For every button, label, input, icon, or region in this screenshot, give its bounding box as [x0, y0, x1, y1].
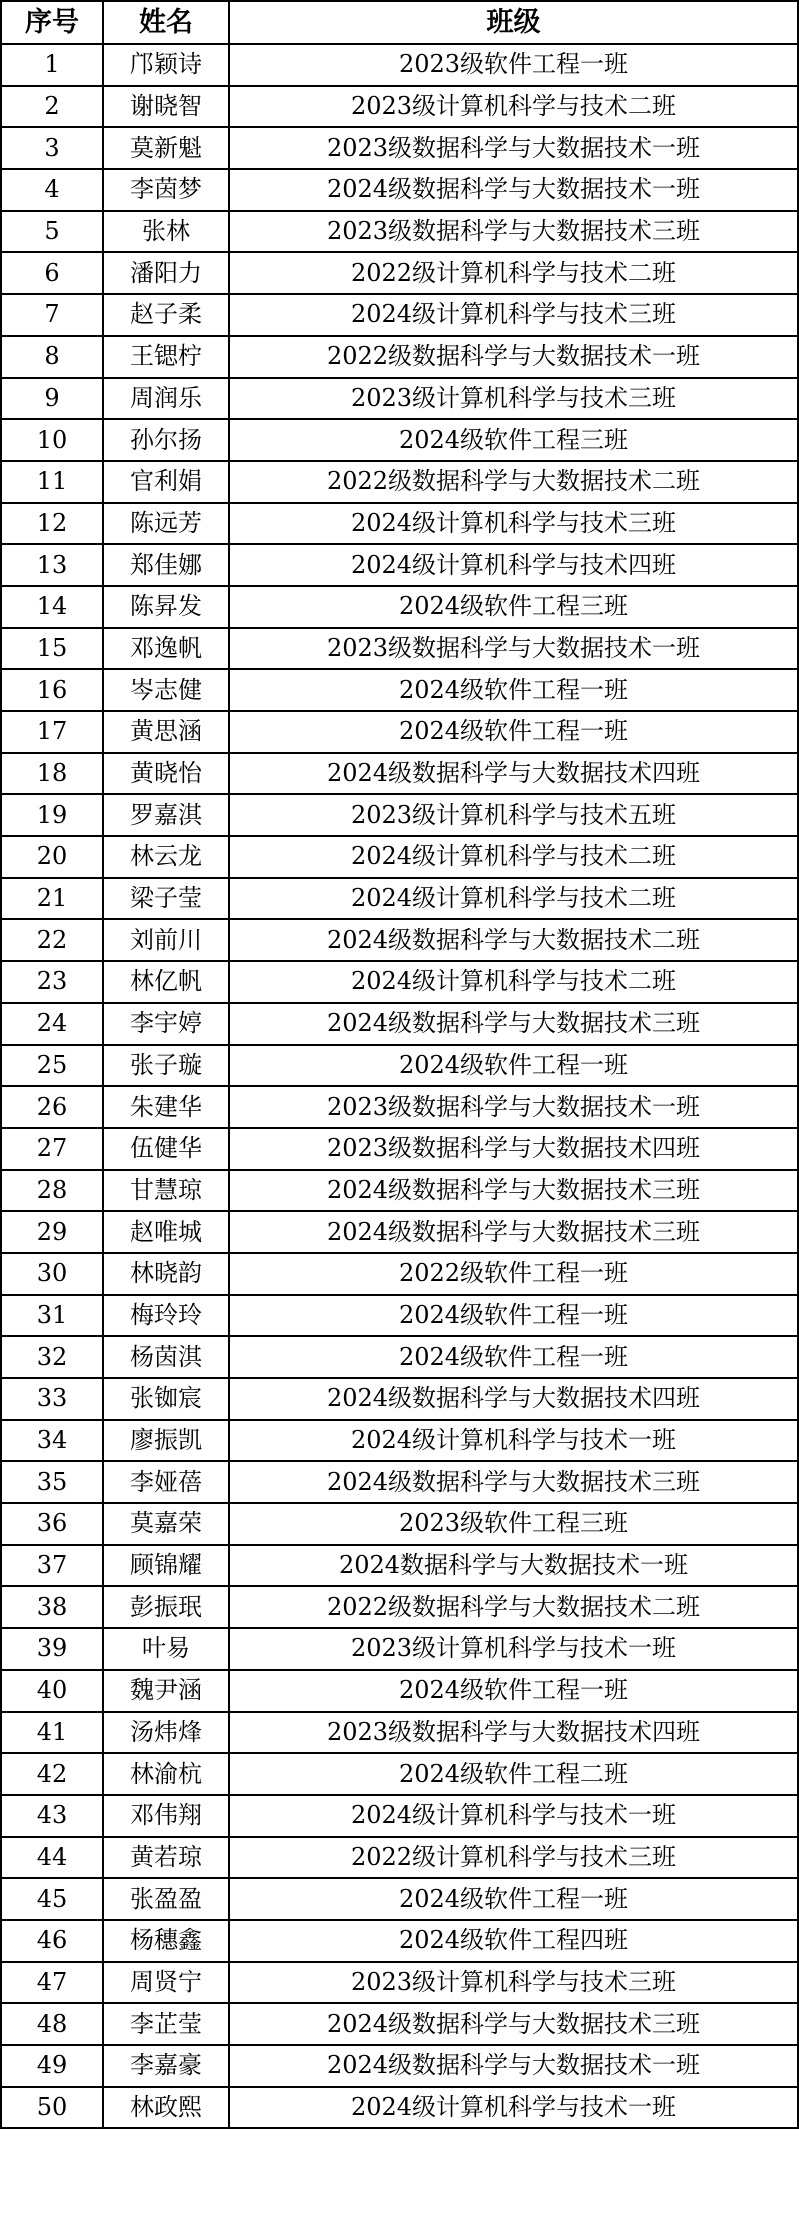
- cell-index: 44: [1, 1837, 103, 1879]
- cell-class: 2022级软件工程一班: [229, 1253, 798, 1295]
- table-header: [1, 1, 798, 44]
- table-row: [1, 211, 798, 253]
- header-row: [1, 1, 798, 44]
- cell-index: 48: [1, 2003, 103, 2045]
- cell-class: 2022级数据科学与大数据技术二班: [229, 461, 798, 503]
- cell-class: 2024级计算机科学与技术四班: [229, 544, 798, 586]
- cell-class: 2023级数据科学与大数据技术三班: [229, 211, 798, 253]
- cell-name: 林云龙: [103, 836, 229, 878]
- cell-name: 陈昇发: [103, 586, 229, 628]
- cell-index: 13: [1, 544, 103, 586]
- cell-name: 林亿帆: [103, 961, 229, 1003]
- cell-class: 2024数据科学与大数据技术一班: [229, 1545, 798, 1587]
- cell-name: 谢晓智: [103, 86, 229, 128]
- cell-index: 20: [1, 836, 103, 878]
- cell-class: 2023级计算机科学与技术三班: [229, 1962, 798, 2004]
- cell-name: 李茵梦: [103, 169, 229, 211]
- cell-index: 6: [1, 252, 103, 294]
- cell-index: 10: [1, 419, 103, 461]
- cell-index: 3: [1, 127, 103, 169]
- cell-class: 2024级计算机科学与技术二班: [229, 961, 798, 1003]
- cell-name: 甘慧琼: [103, 1170, 229, 1212]
- cell-index: 31: [1, 1295, 103, 1337]
- table-row: [1, 1253, 798, 1295]
- cell-index: 26: [1, 1086, 103, 1128]
- cell-class: 2024级软件工程一班: [229, 669, 798, 711]
- cell-index: 8: [1, 336, 103, 378]
- cell-class: 2024级数据科学与大数据技术二班: [229, 919, 798, 961]
- cell-class: 2024级软件工程一班: [229, 1670, 798, 1712]
- cell-name: 赵子柔: [103, 294, 229, 336]
- cell-class: 2024级数据科学与大数据技术四班: [229, 753, 798, 795]
- cell-class: 2023级计算机科学与技术三班: [229, 378, 798, 420]
- table-row: [1, 252, 798, 294]
- header-class: 班级: [229, 1, 798, 44]
- cell-class: 2024级软件工程四班: [229, 1920, 798, 1962]
- cell-name: 李宇婷: [103, 1003, 229, 1045]
- cell-index: 28: [1, 1170, 103, 1212]
- cell-class: 2023级计算机科学与技术二班: [229, 86, 798, 128]
- cell-index: 22: [1, 919, 103, 961]
- cell-name: 李娅蓓: [103, 1461, 229, 1503]
- cell-name: 邓伟翔: [103, 1795, 229, 1837]
- table-row: [1, 1295, 798, 1337]
- table-row: [1, 1586, 798, 1628]
- cell-name: 陈远芳: [103, 503, 229, 545]
- cell-name: 李嘉豪: [103, 2045, 229, 2087]
- cell-index: 49: [1, 2045, 103, 2087]
- table-row: [1, 1420, 798, 1462]
- cell-index: 35: [1, 1461, 103, 1503]
- cell-class: 2024级软件工程一班: [229, 1336, 798, 1378]
- cell-index: 19: [1, 794, 103, 836]
- cell-class: 2024级计算机科学与技术二班: [229, 878, 798, 920]
- cell-class: 2024级软件工程三班: [229, 586, 798, 628]
- table-row: [1, 2003, 798, 2045]
- table-row: [1, 1336, 798, 1378]
- table-row: [1, 86, 798, 128]
- cell-class: 2022级计算机科学与技术二班: [229, 252, 798, 294]
- header-index: 序号: [1, 1, 103, 44]
- cell-class: 2023级计算机科学与技术五班: [229, 794, 798, 836]
- cell-index: 42: [1, 1753, 103, 1795]
- cell-class: 2024级数据科学与大数据技术四班: [229, 1378, 798, 1420]
- cell-index: 45: [1, 1878, 103, 1920]
- table-row: [1, 586, 798, 628]
- cell-name: 邝颖诗: [103, 44, 229, 86]
- cell-index: 7: [1, 294, 103, 336]
- cell-name: 张子璇: [103, 1045, 229, 1087]
- cell-class: 2023级数据科学与大数据技术一班: [229, 1086, 798, 1128]
- cell-index: 23: [1, 961, 103, 1003]
- cell-name: 叶易: [103, 1628, 229, 1670]
- cell-name: 官利娟: [103, 461, 229, 503]
- cell-class: 2024级数据科学与大数据技术三班: [229, 2003, 798, 2045]
- cell-name: 莫嘉荣: [103, 1503, 229, 1545]
- cell-name: 张盈盈: [103, 1878, 229, 1920]
- table-row: [1, 628, 798, 670]
- cell-class: 2023级数据科学与大数据技术一班: [229, 628, 798, 670]
- cell-name: 彭振珉: [103, 1586, 229, 1628]
- cell-class: 2024级计算机科学与技术一班: [229, 1420, 798, 1462]
- cell-name: 郑佳娜: [103, 544, 229, 586]
- cell-class: 2023级软件工程三班: [229, 1503, 798, 1545]
- cell-name: 杨茵淇: [103, 1336, 229, 1378]
- table-row: [1, 753, 798, 795]
- table-row: [1, 1378, 798, 1420]
- cell-name: 魏尹涵: [103, 1670, 229, 1712]
- table-row: [1, 1545, 798, 1587]
- cell-name: 刘前川: [103, 919, 229, 961]
- cell-index: 33: [1, 1378, 103, 1420]
- cell-name: 邓逸帆: [103, 628, 229, 670]
- cell-name: 潘阳力: [103, 252, 229, 294]
- table-row: [1, 44, 798, 86]
- cell-index: 30: [1, 1253, 103, 1295]
- cell-class: 2024级计算机科学与技术二班: [229, 836, 798, 878]
- cell-class: 2024级数据科学与大数据技术三班: [229, 1170, 798, 1212]
- cell-class: 2022级数据科学与大数据技术二班: [229, 1586, 798, 1628]
- cell-class: 2024级计算机科学与技术一班: [229, 1795, 798, 1837]
- cell-index: 47: [1, 1962, 103, 2004]
- cell-name: 杨穗鑫: [103, 1920, 229, 1962]
- cell-name: 廖振凯: [103, 1420, 229, 1462]
- cell-index: 32: [1, 1336, 103, 1378]
- cell-name: 张铷宸: [103, 1378, 229, 1420]
- cell-class: 2023级数据科学与大数据技术一班: [229, 127, 798, 169]
- cell-class: 2024级数据科学与大数据技术三班: [229, 1003, 798, 1045]
- table-row: [1, 1753, 798, 1795]
- cell-index: 24: [1, 1003, 103, 1045]
- cell-index: 43: [1, 1795, 103, 1837]
- cell-index: 39: [1, 1628, 103, 1670]
- cell-name: 林政熙: [103, 2087, 229, 2129]
- cell-index: 1: [1, 44, 103, 86]
- table-row: [1, 1712, 798, 1754]
- cell-name: 孙尔扬: [103, 419, 229, 461]
- cell-class: 2024级软件工程一班: [229, 1045, 798, 1087]
- table-row: [1, 1628, 798, 1670]
- table-row: [1, 544, 798, 586]
- cell-class: 2023级软件工程一班: [229, 44, 798, 86]
- cell-name: 汤炜烽: [103, 1712, 229, 1754]
- cell-class: 2023级计算机科学与技术一班: [229, 1628, 798, 1670]
- cell-index: 41: [1, 1712, 103, 1754]
- table-row: [1, 169, 798, 211]
- cell-index: 29: [1, 1211, 103, 1253]
- cell-index: 5: [1, 211, 103, 253]
- table-row: [1, 1962, 798, 2004]
- table-row: [1, 1211, 798, 1253]
- table-row: [1, 919, 798, 961]
- cell-index: 40: [1, 1670, 103, 1712]
- cell-index: 9: [1, 378, 103, 420]
- cell-name: 梁子莹: [103, 878, 229, 920]
- table-row: [1, 461, 798, 503]
- cell-class: 2023级数据科学与大数据技术四班: [229, 1128, 798, 1170]
- cell-index: 15: [1, 628, 103, 670]
- cell-index: 21: [1, 878, 103, 920]
- table-row: [1, 1086, 798, 1128]
- cell-index: 27: [1, 1128, 103, 1170]
- table-row: [1, 2045, 798, 2087]
- cell-name: 朱建华: [103, 1086, 229, 1128]
- cell-index: 36: [1, 1503, 103, 1545]
- table-row: [1, 1795, 798, 1837]
- cell-index: 18: [1, 753, 103, 795]
- table-row: [1, 419, 798, 461]
- table-row: [1, 961, 798, 1003]
- cell-name: 莫新魁: [103, 127, 229, 169]
- table-row: [1, 2087, 798, 2129]
- table-row: [1, 711, 798, 753]
- cell-index: 12: [1, 503, 103, 545]
- cell-class: 2024级计算机科学与技术三班: [229, 294, 798, 336]
- cell-index: 4: [1, 169, 103, 211]
- table-row: [1, 127, 798, 169]
- cell-index: 37: [1, 1545, 103, 1587]
- header-name: 姓名: [103, 1, 229, 44]
- table-row: [1, 1170, 798, 1212]
- cell-name: 李芷莹: [103, 2003, 229, 2045]
- cell-index: 46: [1, 1920, 103, 1962]
- cell-index: 17: [1, 711, 103, 753]
- cell-class: 2024级软件工程三班: [229, 419, 798, 461]
- cell-class: 2022级数据科学与大数据技术一班: [229, 336, 798, 378]
- cell-index: 2: [1, 86, 103, 128]
- table-row: [1, 1461, 798, 1503]
- cell-name: 伍健华: [103, 1128, 229, 1170]
- table-row: [1, 1920, 798, 1962]
- table-row: [1, 378, 798, 420]
- cell-name: 岑志健: [103, 669, 229, 711]
- cell-name: 顾锦耀: [103, 1545, 229, 1587]
- table-row: [1, 878, 798, 920]
- table-row: [1, 836, 798, 878]
- cell-class: 2024级数据科学与大数据技术一班: [229, 169, 798, 211]
- table-row: [1, 669, 798, 711]
- cell-class: 2024级计算机科学与技术三班: [229, 503, 798, 545]
- table-row: [1, 1837, 798, 1879]
- cell-name: 林渝杭: [103, 1753, 229, 1795]
- cell-name: 周贤宁: [103, 1962, 229, 2004]
- table-row: [1, 294, 798, 336]
- table-row: [1, 1128, 798, 1170]
- cell-name: 周润乐: [103, 378, 229, 420]
- cell-name: 赵唯城: [103, 1211, 229, 1253]
- cell-index: 25: [1, 1045, 103, 1087]
- cell-index: 38: [1, 1586, 103, 1628]
- cell-index: 50: [1, 2087, 103, 2129]
- table-row: [1, 1503, 798, 1545]
- cell-class: 2022级计算机科学与技术三班: [229, 1837, 798, 1879]
- cell-name: 梅玲玲: [103, 1295, 229, 1337]
- cell-name: 黄晓怡: [103, 753, 229, 795]
- cell-name: 张林: [103, 211, 229, 253]
- cell-class: 2024级软件工程一班: [229, 1878, 798, 1920]
- cell-class: 2024级软件工程一班: [229, 1295, 798, 1337]
- table-row: [1, 503, 798, 545]
- cell-index: 11: [1, 461, 103, 503]
- cell-class: 2024级数据科学与大数据技术三班: [229, 1461, 798, 1503]
- cell-name: 王锶柠: [103, 336, 229, 378]
- cell-name: 罗嘉淇: [103, 794, 229, 836]
- cell-class: 2024级软件工程一班: [229, 711, 798, 753]
- cell-index: 16: [1, 669, 103, 711]
- cell-class: 2024级软件工程二班: [229, 1753, 798, 1795]
- table-row: [1, 1878, 798, 1920]
- table-row: [1, 1670, 798, 1712]
- cell-class: 2024级计算机科学与技术一班: [229, 2087, 798, 2129]
- cell-index: 14: [1, 586, 103, 628]
- cell-index: 34: [1, 1420, 103, 1462]
- cell-name: 黄若琼: [103, 1837, 229, 1879]
- cell-name: 林晓韵: [103, 1253, 229, 1295]
- table-row: [1, 1045, 798, 1087]
- table-body: [1, 44, 798, 2128]
- cell-class: 2024级数据科学与大数据技术一班: [229, 2045, 798, 2087]
- table-row: [1, 1003, 798, 1045]
- cell-class: 2024级数据科学与大数据技术三班: [229, 1211, 798, 1253]
- cell-class: 2023级数据科学与大数据技术四班: [229, 1712, 798, 1754]
- table-row: [1, 794, 798, 836]
- cell-name: 黄思涵: [103, 711, 229, 753]
- table-row: [1, 336, 798, 378]
